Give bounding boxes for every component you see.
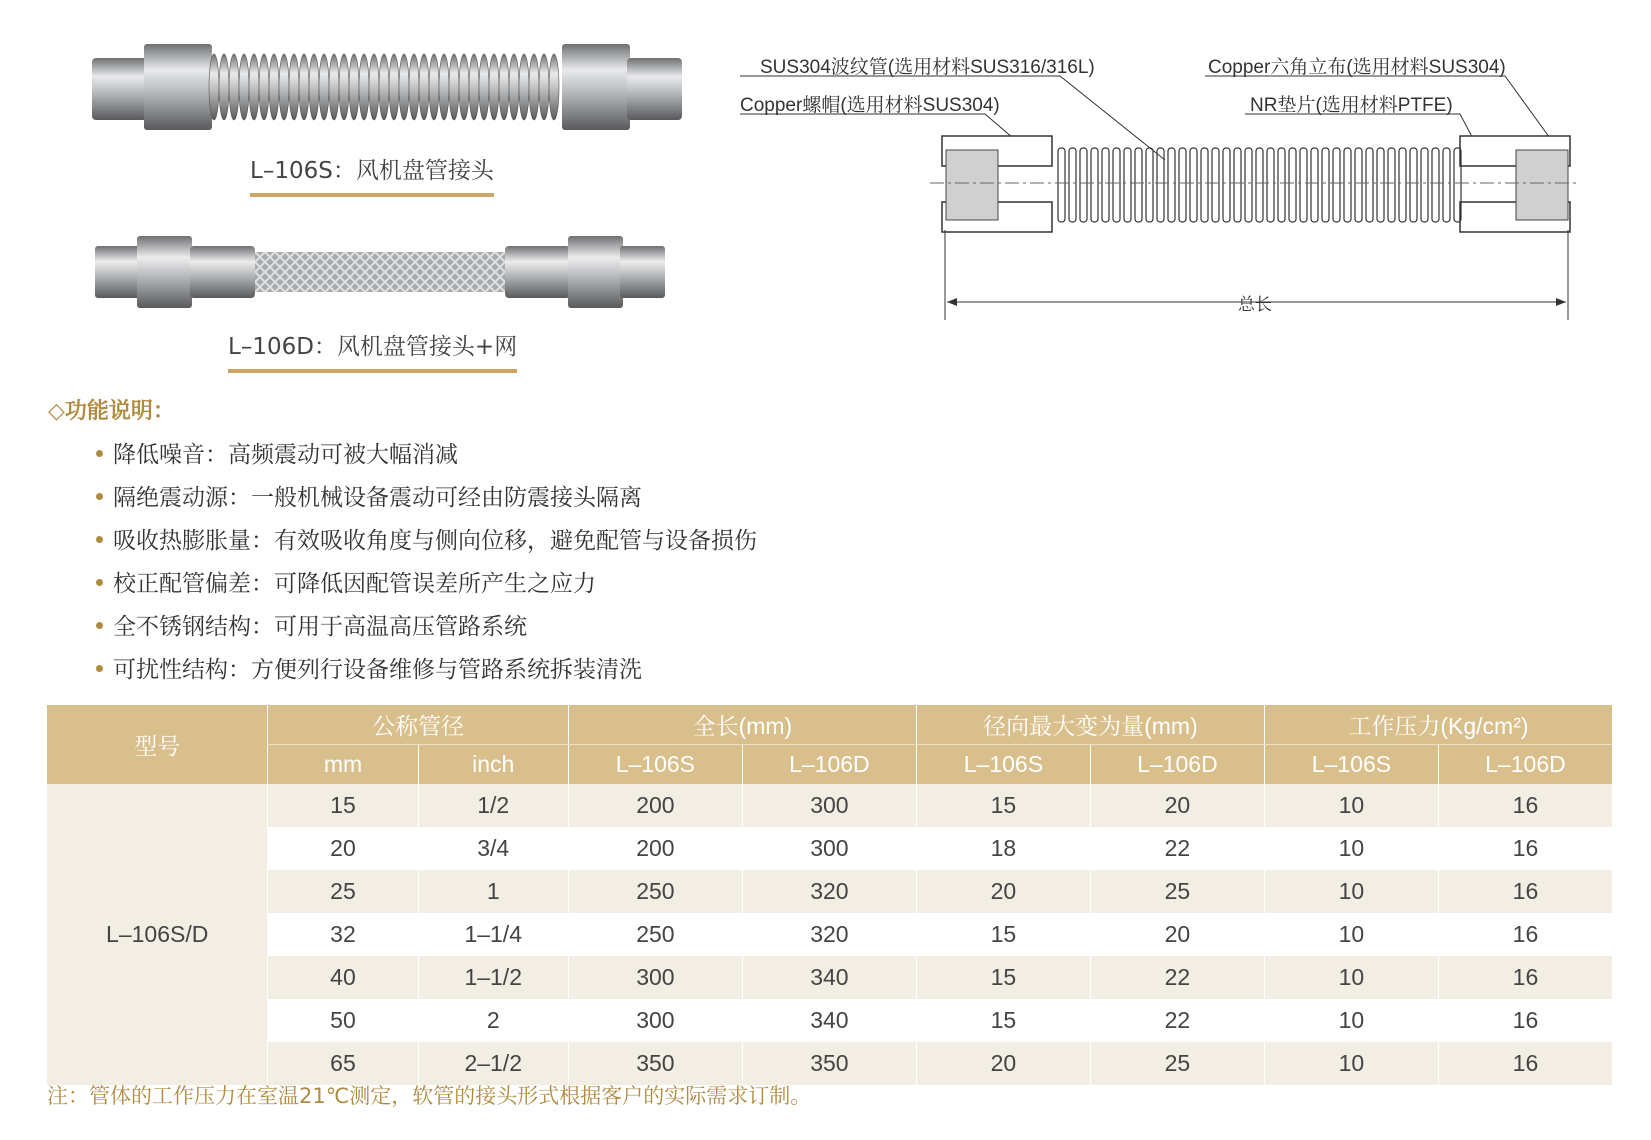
corrugation-rib	[279, 54, 289, 120]
subheader-cell: inch	[418, 745, 568, 785]
bellows-rib	[1399, 148, 1406, 222]
corrugation-rib	[269, 54, 279, 120]
corrugation-rib	[209, 54, 219, 120]
table-cell: 16	[1438, 784, 1612, 827]
table-cell: 350	[568, 1042, 742, 1085]
table-row	[47, 999, 1612, 1042]
bellows-rib	[1223, 148, 1230, 222]
callout-hex: Copper六角立布(选用材料SUS304)	[1208, 57, 1506, 78]
corrugation-rib	[229, 54, 239, 120]
bullet-icon	[96, 536, 103, 543]
table-cell: 10	[1264, 784, 1438, 827]
corrugation-rib	[329, 54, 339, 120]
dimension-total-length: 总长	[1238, 295, 1272, 314]
footnote: 注：管体的工作压力在室温21℃测定，软管的接头形式根据客户的实际需求订制。	[47, 1084, 812, 1108]
bellows-rib	[1300, 148, 1307, 222]
table-cell: 32	[330, 921, 356, 947]
feature-text: 全不锈钢结构：可用于高温高压管路系统	[113, 614, 527, 640]
corrugation-rib	[429, 54, 439, 120]
table-cell: 22	[1090, 999, 1264, 1042]
technical-drawing	[740, 40, 1630, 360]
callout-nut: Copper螺帽(选用材料SUS304)	[740, 95, 1000, 116]
corrugation-rib	[299, 54, 309, 120]
table-cell: 10	[1264, 1042, 1438, 1085]
header-group-radial: 径向最大变为量(mm)	[916, 705, 1264, 745]
table-cell: 20	[1090, 784, 1264, 827]
corrugation-rib	[489, 54, 499, 120]
bellows-rib	[1355, 148, 1362, 222]
table-cell: 65	[268, 1042, 418, 1085]
corrugation-rib	[379, 54, 389, 120]
bellows-rib	[1278, 148, 1285, 222]
subheader-cell: L–106S	[1264, 745, 1438, 785]
bellows-rib	[1201, 148, 1208, 222]
table-cell: 10	[1264, 870, 1438, 913]
feature-item	[96, 651, 642, 684]
bellows-rib	[1212, 148, 1219, 222]
corrugation-rib	[249, 54, 259, 120]
bellows-rib	[1069, 148, 1076, 222]
corrugation-rib	[219, 54, 229, 120]
table-cell: 200	[568, 827, 742, 870]
table-cell: 16	[1438, 1042, 1612, 1085]
subheader-cell: L–106D	[1090, 745, 1264, 785]
table-cell: 200	[568, 784, 742, 827]
bellows-rib	[1311, 148, 1318, 222]
feature-text: 可扰性结构：方便列行设备维修与管路系统拆装清洗	[113, 657, 642, 683]
table-cell: 340	[742, 999, 916, 1042]
bellows-rib	[1168, 148, 1175, 222]
table-row	[47, 870, 1612, 913]
table-cell: 10	[1264, 999, 1438, 1042]
feature-item	[96, 565, 596, 598]
table-cell: 50	[330, 1007, 356, 1033]
bellows-rib	[1190, 148, 1197, 222]
feature-text: 校正配管偏差：可降低因配管误差所产生之应力	[113, 571, 596, 597]
table-cell: 40	[268, 956, 418, 999]
bellows-rib	[1322, 148, 1329, 222]
spec-table	[47, 705, 1612, 1085]
product-caption-l106s: L–106S：风机盘管接头	[250, 152, 494, 197]
corrugation-rib	[499, 54, 509, 120]
bellows-rib	[1432, 148, 1439, 222]
bellows-rib	[1410, 148, 1417, 222]
table-cell: 300	[568, 956, 742, 999]
table-row	[47, 913, 1612, 956]
table-cell: 20	[916, 1042, 1090, 1085]
table-row	[47, 956, 1612, 999]
feature-item	[96, 436, 458, 469]
bellows-rib	[1135, 148, 1142, 222]
feature-item	[96, 608, 527, 641]
bullet-icon	[96, 665, 103, 672]
header-model: 型号	[47, 705, 268, 784]
bullet-icon	[96, 493, 103, 500]
subheader-cell: L–106D	[742, 745, 916, 785]
bellows-rib	[1157, 148, 1164, 222]
feature-item	[96, 522, 757, 555]
header-group-nominal: 公称管径	[268, 705, 569, 745]
bellows-rib	[1113, 148, 1120, 222]
table-cell: 22	[1090, 827, 1264, 870]
corrugation-rib	[549, 54, 559, 120]
table-cell: 1–1/4	[418, 913, 568, 956]
corrugation-rib	[449, 54, 459, 120]
feature-text: 吸收热膨胀量：有效吸收角度与侧向位移，避免配管与设备损伤	[113, 528, 757, 554]
cross-section-drawing	[740, 40, 1630, 360]
bellows-rib	[1179, 148, 1186, 222]
corrugation-rib	[239, 54, 249, 120]
feature-text: 降低噪音：高频震动可被大幅消减	[113, 442, 458, 468]
bellows-rib	[1245, 148, 1252, 222]
corrugation-rib	[409, 54, 419, 120]
table-cell: 350	[742, 1042, 916, 1085]
bellows-rib	[1124, 148, 1131, 222]
corrugation-rib	[259, 54, 269, 120]
bellows-rib	[1256, 148, 1263, 222]
table-cell: 16	[1438, 956, 1612, 999]
table-row	[47, 784, 1612, 827]
table-cell: 300	[742, 827, 916, 870]
table-cell: 16	[1438, 913, 1612, 956]
table-cell: 2–1/2	[418, 1042, 568, 1085]
corrugation-rib	[459, 54, 469, 120]
table-row	[47, 827, 1612, 870]
bellows-rib	[1289, 148, 1296, 222]
table-cell: 15	[268, 784, 418, 827]
braided-hose-image	[95, 232, 665, 312]
bellows-rib	[1267, 148, 1274, 222]
table-cell: 10	[1264, 956, 1438, 999]
model-cell: L–106S/D	[47, 784, 268, 1085]
table-cell: 15	[916, 913, 1090, 956]
corrugation-rib	[519, 54, 529, 120]
corrugation-rib	[319, 54, 329, 120]
corrugation-rib	[469, 54, 479, 120]
bellows-rib	[1234, 148, 1241, 222]
corrugation-rib	[369, 54, 379, 120]
table-cell: 16	[1438, 870, 1612, 913]
table-cell: 320	[742, 913, 916, 956]
table-cell: 15	[916, 956, 1090, 999]
subheader-cell: L–106D	[1438, 745, 1612, 785]
table-cell: 16	[1438, 999, 1612, 1042]
table-cell: 3/4	[418, 827, 568, 870]
table-row	[47, 1042, 1612, 1085]
table-cell: 18	[916, 827, 1090, 870]
table-cell: 2	[418, 999, 568, 1042]
table-cell: 15	[916, 999, 1090, 1042]
bellows-rib	[1333, 148, 1340, 222]
product-photo-l106d	[95, 232, 665, 312]
corrugation-rib	[479, 54, 489, 120]
table-cell: 25	[268, 870, 418, 913]
table-cell: 1/2	[418, 784, 568, 827]
bullet-icon	[96, 450, 103, 457]
header-group-pressure: 工作压力(Kg/cm²)	[1264, 705, 1612, 745]
subheader-cell: mm	[268, 745, 418, 785]
bellows-rib	[1443, 148, 1450, 222]
bellows-rib	[1080, 148, 1087, 222]
table-cell: 10	[1264, 913, 1438, 956]
features-title: ◇功能说明：	[48, 399, 175, 424]
subheader-cell: L–106S	[916, 745, 1090, 785]
table-cell: 340	[742, 956, 916, 999]
corrugation-rib	[439, 54, 449, 120]
bellows-rib	[1421, 148, 1428, 222]
bellows-rib	[1377, 148, 1384, 222]
corrugated-hose-image	[92, 38, 682, 138]
corrugation-rib	[539, 54, 549, 120]
table-cell: 10	[1264, 827, 1438, 870]
subheader-cell: L–106S	[568, 745, 742, 785]
table-cell: 20	[916, 870, 1090, 913]
table-cell: 320	[742, 870, 916, 913]
callout-gasket: NR垫片(选用材料PTFE)	[1250, 95, 1453, 116]
header-group-length: 全长(mm)	[568, 705, 916, 745]
corrugation-rib	[339, 54, 349, 120]
table-cell: 300	[742, 784, 916, 827]
bellows-rib	[1388, 148, 1395, 222]
table-cell: 22	[1090, 956, 1264, 999]
table-cell: 1	[418, 870, 568, 913]
table-cell: 20	[330, 835, 356, 861]
table-cell: 1–1/2	[418, 956, 568, 999]
bellows-rib	[1102, 148, 1109, 222]
table-cell: 250	[568, 913, 742, 956]
table-cell: 300	[568, 999, 742, 1042]
table-cell: 15	[916, 784, 1090, 827]
table-cell: 250	[568, 870, 742, 913]
feature-item	[96, 479, 642, 512]
callout-bellows: SUS304波纹管(选用材料SUS316/316L)	[760, 57, 1095, 78]
bullet-icon	[96, 579, 103, 586]
bellows-rib	[1344, 148, 1351, 222]
corrugation-rib	[399, 54, 409, 120]
corrugation-rib	[509, 54, 519, 120]
bellows-rib	[1146, 148, 1153, 222]
table-cell: 25	[1090, 870, 1264, 913]
corrugation-rib	[309, 54, 319, 120]
corrugation-rib	[529, 54, 539, 120]
feature-text: 隔绝震动源：一般机械设备震动可经由防震接头隔离	[113, 485, 642, 511]
corrugation-rib	[359, 54, 369, 120]
corrugation-rib	[419, 54, 429, 120]
table-cell: 20	[1090, 913, 1264, 956]
bellows-rib	[1091, 148, 1098, 222]
bellows-rib	[1366, 148, 1373, 222]
bullet-icon	[96, 622, 103, 629]
table-cell: 25	[1090, 1042, 1264, 1085]
product-caption-l106d: L–106D：风机盘管接头+网	[228, 328, 517, 373]
product-photo-l106s	[92, 38, 682, 138]
table-cell: 16	[1438, 827, 1612, 870]
corrugation-rib	[389, 54, 399, 120]
bellows-rib	[1058, 148, 1065, 222]
corrugation-rib	[289, 54, 299, 120]
corrugation-rib	[349, 54, 359, 120]
